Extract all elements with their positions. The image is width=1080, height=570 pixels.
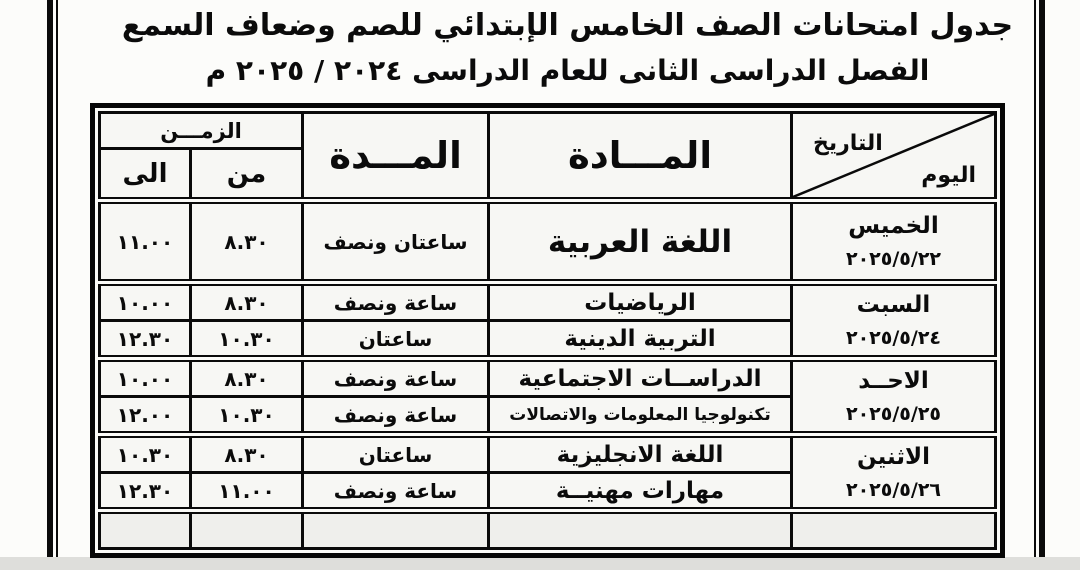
time-from: ٨.٣٠ bbox=[191, 359, 303, 397]
exam-row bbox=[100, 435, 996, 473]
header-row-main bbox=[100, 113, 996, 149]
exam-duration: ساعتان bbox=[303, 435, 489, 473]
clipped-cell bbox=[489, 511, 792, 549]
header-day-date-cell bbox=[792, 113, 996, 201]
exam-duration: ساعة ونصف bbox=[303, 397, 489, 435]
exam-row bbox=[100, 359, 996, 397]
time-from: ٨.٣٠ bbox=[191, 435, 303, 473]
time-to: ١٠.٠٠ bbox=[100, 283, 191, 321]
header-date-label: التاريخ bbox=[813, 131, 883, 156]
exam-row bbox=[100, 283, 996, 321]
time-to: ١٠.٠٠ bbox=[100, 359, 191, 397]
time-from: ٨.٣٠ bbox=[191, 283, 303, 321]
subject-name: اللغة الانجليزية bbox=[489, 435, 792, 473]
day-name: الخميس bbox=[848, 213, 939, 239]
exam-duration: ساعة ونصف bbox=[303, 473, 489, 511]
time-to: ١٢.٣٠ bbox=[100, 473, 191, 511]
day-name: الاحــد bbox=[858, 368, 929, 394]
header-duration: المـــدة bbox=[303, 113, 489, 201]
title-line-1: جدول امتحانات الصف الخامس الإبتدائي للصم وضعاف السمع bbox=[121, 8, 1014, 43]
clipped-cell bbox=[303, 511, 489, 549]
exam-row bbox=[100, 201, 996, 283]
day-date-cell bbox=[792, 359, 996, 435]
time-to: ١٢.٠٠ bbox=[100, 397, 191, 435]
header-day-label: اليوم bbox=[921, 163, 976, 188]
subject-name: الدراســات الاجتماعية bbox=[489, 359, 792, 397]
subject-name: تكنولوجيا المعلومات والاتصالات bbox=[489, 397, 792, 435]
day-date-cell bbox=[792, 283, 996, 359]
exam-date: ٢٠٢٥/٥/٢٥ bbox=[845, 403, 942, 425]
page-frame-left-line bbox=[47, 0, 53, 559]
subject-name: التربية الدينية bbox=[489, 321, 792, 359]
header-to: الى bbox=[100, 149, 191, 201]
subject-name: الرياضيات bbox=[489, 283, 792, 321]
subject-name: اللغة العربية bbox=[489, 201, 792, 283]
exam-duration: ساعة ونصف bbox=[303, 359, 489, 397]
day-date-cell bbox=[792, 435, 996, 511]
header-time: الزمـــن bbox=[100, 113, 303, 149]
exam-duration: ساعة ونصف bbox=[303, 283, 489, 321]
time-to: ١٢.٣٠ bbox=[100, 321, 191, 359]
time-from: ١٠.٣٠ bbox=[191, 321, 303, 359]
exam-date: ٢٠٢٥/٥/٢٤ bbox=[845, 327, 942, 349]
exam-duration: ساعتان ونصف bbox=[303, 201, 489, 283]
page-frame-right-line-thin bbox=[1034, 0, 1036, 570]
day-date-cell bbox=[792, 201, 996, 283]
clipped-row bbox=[100, 511, 996, 549]
header-from: من bbox=[191, 149, 303, 201]
clipped-cell bbox=[191, 511, 303, 549]
time-from: ٨.٣٠ bbox=[191, 201, 303, 283]
exam-date: ٢٠٢٥/٥/٢٢ bbox=[845, 248, 942, 270]
exam-date: ٢٠٢٥/٥/٢٦ bbox=[845, 479, 942, 501]
time-to: ١٠.٣٠ bbox=[100, 435, 191, 473]
exam-duration: ساعتان bbox=[303, 321, 489, 359]
page-frame-left-line-thin bbox=[56, 0, 58, 559]
schedule-table bbox=[98, 111, 997, 550]
title-line-2: الفصل الدراسى الثانى للعام الدراسى ٢٠٢٤ / ٢٠٢٥ م bbox=[205, 54, 930, 87]
time-to: ١١.٠٠ bbox=[100, 201, 191, 283]
page-frame-right-line bbox=[1039, 0, 1045, 570]
time-from: ١١.٠٠ bbox=[191, 473, 303, 511]
day-name: السبت bbox=[856, 292, 931, 318]
day-name: الاثنين bbox=[856, 444, 931, 470]
clipped-cell bbox=[792, 511, 996, 549]
document-title bbox=[110, 8, 1025, 87]
subject-name: مهارات مهنيــة bbox=[489, 473, 792, 511]
time-from: ١٠.٣٠ bbox=[191, 397, 303, 435]
header-subject: المـــادة bbox=[489, 113, 792, 201]
scan-bottom-edge bbox=[0, 557, 1080, 570]
clipped-cell bbox=[100, 511, 191, 549]
exam-schedule-table bbox=[90, 103, 1005, 558]
